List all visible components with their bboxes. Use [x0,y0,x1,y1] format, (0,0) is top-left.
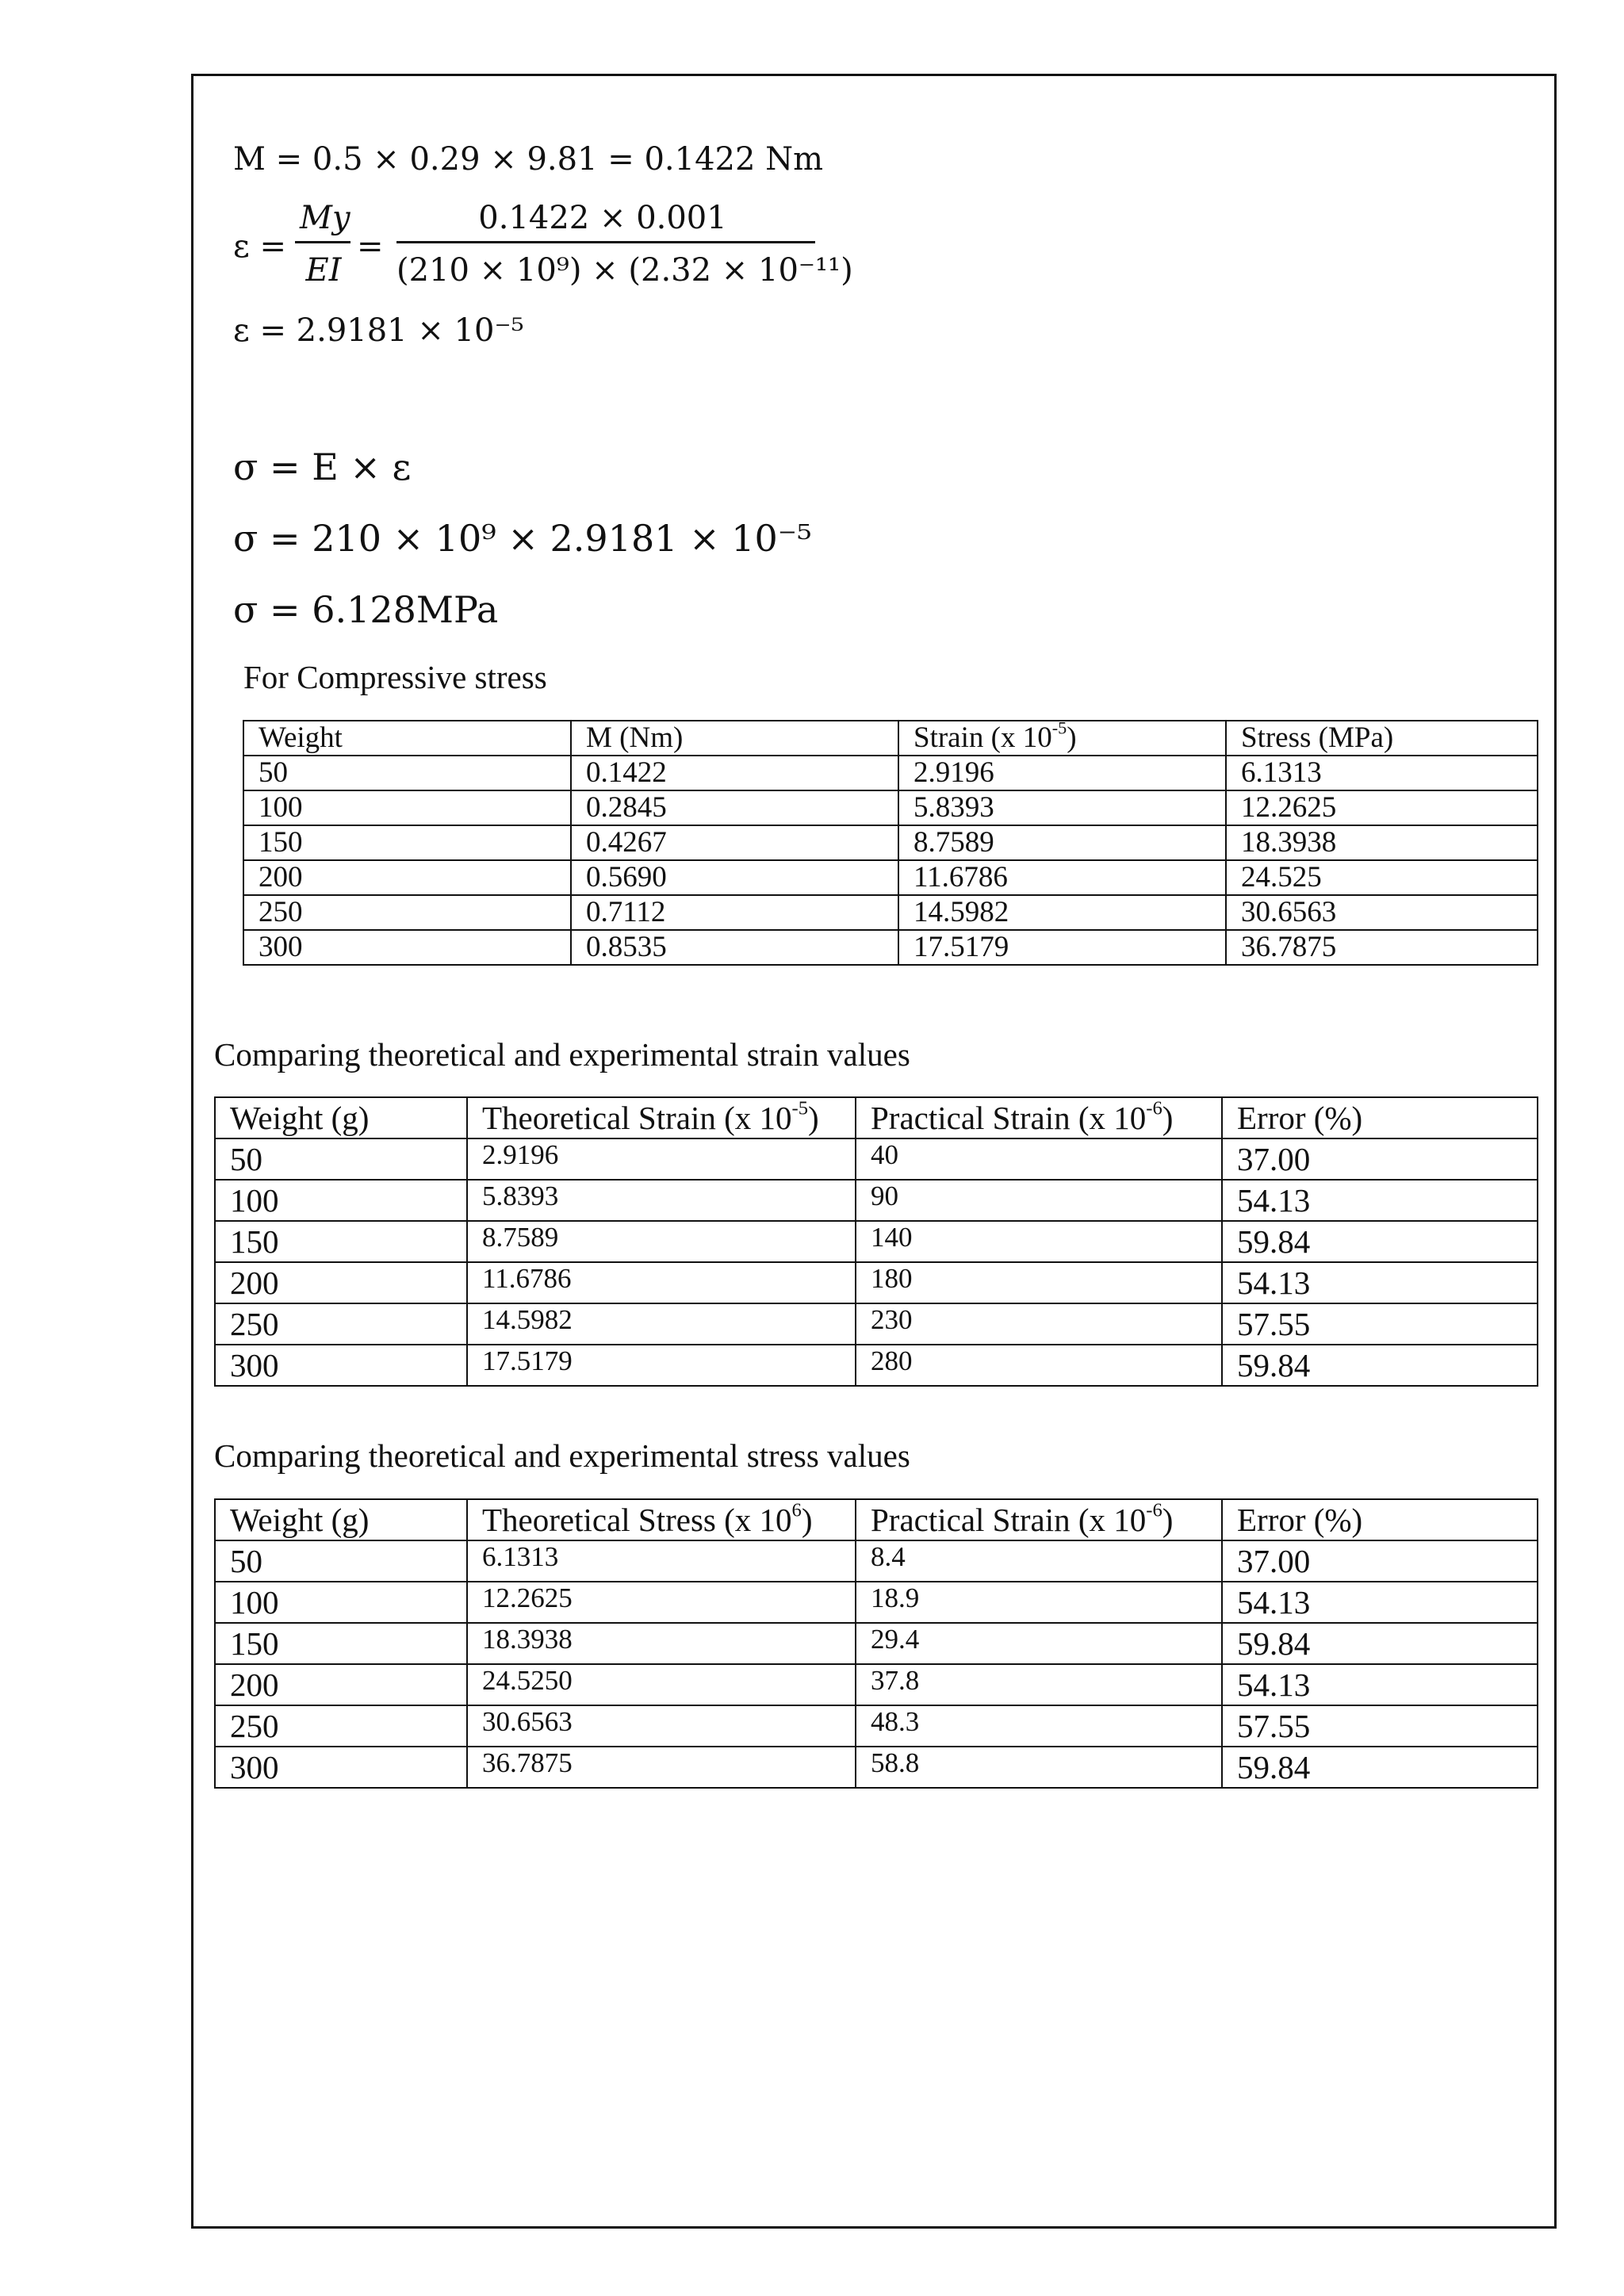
table-row [215,1582,1538,1623]
cell-weight: 150 [215,1221,467,1262]
table-row [215,1705,1538,1747]
cell-col2: 8.7589 [467,1221,856,1262]
cell-col3: 2.9196 [898,756,1226,790]
cell-col2: 6.1313 [467,1540,856,1582]
stress-substitution: σ = 210 × 10⁹ × 2.9181 × 10⁻⁵ [233,517,812,560]
cell-col4: 18.3938 [1226,825,1538,860]
cell-weight: 150 [215,1623,467,1664]
cell-col2: 0.5690 [571,860,898,895]
strain-values-fraction-bar [396,241,815,243]
table-row [215,1623,1538,1664]
strain-denominator-values: (210 × 10⁹) × (2.32 × 10⁻¹¹) [396,252,853,289]
cell-weight: 50 [243,756,571,790]
table-row [215,1540,1538,1582]
cell-weight: 250 [243,895,571,930]
strain-lhs: ε = [233,228,286,265]
cell-weight: 200 [215,1664,467,1705]
header-moment: M (Nm) [571,721,898,756]
cell-col2: 17.5179 [467,1345,856,1386]
table-row [243,790,1538,825]
table-row [215,1664,1538,1705]
table-header-row [215,1499,1538,1540]
cell-weight: 250 [215,1303,467,1345]
cell-col3: 40 [856,1138,1222,1180]
table-row [215,1180,1538,1221]
cell-col3: 180 [856,1262,1222,1303]
cell-col2: 18.3938 [467,1623,856,1664]
section-caption-strain-comparison: Comparing theoretical and experimental strain values [214,1036,910,1073]
section-caption-stress-comparison: Comparing theoretical and experimental stress values [214,1437,910,1474]
cell-weight: 50 [215,1540,467,1582]
cell-weight: 250 [215,1705,467,1747]
strain-fraction-bar [295,241,350,243]
strain-denominator: EI [305,252,342,289]
cell-col2: 12.2625 [467,1582,856,1623]
cell-col3: 140 [856,1221,1222,1262]
header-weight: Weight (g) [215,1097,467,1138]
cell-col4: 30.6563 [1226,895,1538,930]
table-row [243,895,1538,930]
cell-weight: 100 [215,1180,467,1221]
cell-col3: 29.4 [856,1623,1222,1664]
table-row [215,1345,1538,1386]
header-practical-strain: Practical Strain (x $10^{-6}$) [856,1499,1222,1540]
cell-col2: 0.1422 [571,756,898,790]
cell-col3: 280 [856,1345,1222,1386]
cell-col3: 48.3 [856,1705,1222,1747]
strain-equals: = [357,228,384,265]
cell-col3: 14.5982 [898,895,1226,930]
cell-col3: 5.8393 [898,790,1226,825]
table-row [215,1747,1538,1788]
cell-col3: 8.7589 [898,825,1226,860]
cell-col4: 6.1313 [1226,756,1538,790]
cell-col4: 54.13 [1222,1180,1538,1221]
table-row [215,1262,1538,1303]
table-header-row [215,1097,1538,1138]
header-theoretical-stress: Theoretical Stress (x $10^6$) [467,1499,856,1540]
cell-col3: 90 [856,1180,1222,1221]
strain-result: ε = 2.9181 × 10⁻⁵ [233,312,524,349]
table-row [243,825,1538,860]
stress-formula: σ = E × ε [233,446,412,488]
header-practical-strain: Practical Strain (x $10^{-6}$) [856,1097,1222,1138]
cell-weight: 100 [215,1582,467,1623]
cell-col2: 30.6563 [467,1705,856,1747]
table-row [215,1221,1538,1262]
strain-numerator-values: 0.1422 × 0.001 [478,200,727,236]
stress-result: σ = 6.128MPa [233,588,499,631]
cell-col2: 36.7875 [467,1747,856,1788]
cell-col2: 0.4267 [571,825,898,860]
cell-col2: 5.8393 [467,1180,856,1221]
cell-weight: 200 [215,1262,467,1303]
cell-col4: 12.2625 [1226,790,1538,825]
cell-col2: 11.6786 [467,1262,856,1303]
cell-col2: 0.7112 [571,895,898,930]
cell-weight: 50 [215,1138,467,1180]
cell-col4: 24.525 [1226,860,1538,895]
compressive-stress-table [243,720,1538,966]
header-weight: Weight [243,721,571,756]
cell-weight: 150 [243,825,571,860]
cell-col2: 0.8535 [571,930,898,965]
strain-comparison-table [214,1096,1538,1387]
table-row [243,930,1538,965]
header-theoretical-strain: Theoretical Strain (x $10^{-5}$) [467,1097,856,1138]
cell-weight: 200 [243,860,571,895]
cell-col4: 54.13 [1222,1262,1538,1303]
cell-col4: 54.13 [1222,1664,1538,1705]
table-row [215,1303,1538,1345]
table-row [243,860,1538,895]
cell-col2: 14.5982 [467,1303,856,1345]
cell-col4: 37.00 [1222,1138,1538,1180]
table-row [243,756,1538,790]
cell-col3: 8.4 [856,1540,1222,1582]
header-weight: Weight (g) [215,1499,467,1540]
section-caption-compressive: For Compressive stress [243,659,547,695]
header-stress: Stress (MPa) [1226,721,1538,756]
cell-col4: 59.84 [1222,1747,1538,1788]
strain-numerator: My [300,200,350,236]
cell-weight: 300 [243,930,571,965]
cell-col4: 59.84 [1222,1345,1538,1386]
table-row [215,1138,1538,1180]
cell-col3: 17.5179 [898,930,1226,965]
cell-col3: 18.9 [856,1582,1222,1623]
cell-weight: 100 [243,790,571,825]
header-error: Error (%) [1222,1499,1538,1540]
cell-col4: 57.55 [1222,1303,1538,1345]
cell-col3: 11.6786 [898,860,1226,895]
table-header-row [243,721,1538,756]
moment-equation: M = 0.5 × 0.29 × 9.81 = 0.1422 Nm [233,141,824,178]
cell-col4: 54.13 [1222,1582,1538,1623]
cell-col4: 59.84 [1222,1623,1538,1664]
header-error: Error (%) [1222,1097,1538,1138]
cell-col3: 58.8 [856,1747,1222,1788]
cell-col2: 24.5250 [467,1664,856,1705]
cell-weight: 300 [215,1345,467,1386]
cell-col4: 57.55 [1222,1705,1538,1747]
cell-col2: 2.9196 [467,1138,856,1180]
cell-col3: 230 [856,1303,1222,1345]
cell-col4: 37.00 [1222,1540,1538,1582]
cell-col3: 37.8 [856,1664,1222,1705]
cell-col4: 36.7875 [1226,930,1538,965]
cell-col4: 59.84 [1222,1221,1538,1262]
cell-col2: 0.2845 [571,790,898,825]
header-strain: Strain (x $10^{-5}$) [898,721,1226,756]
stress-comparison-table [214,1498,1538,1789]
cell-weight: 300 [215,1747,467,1788]
